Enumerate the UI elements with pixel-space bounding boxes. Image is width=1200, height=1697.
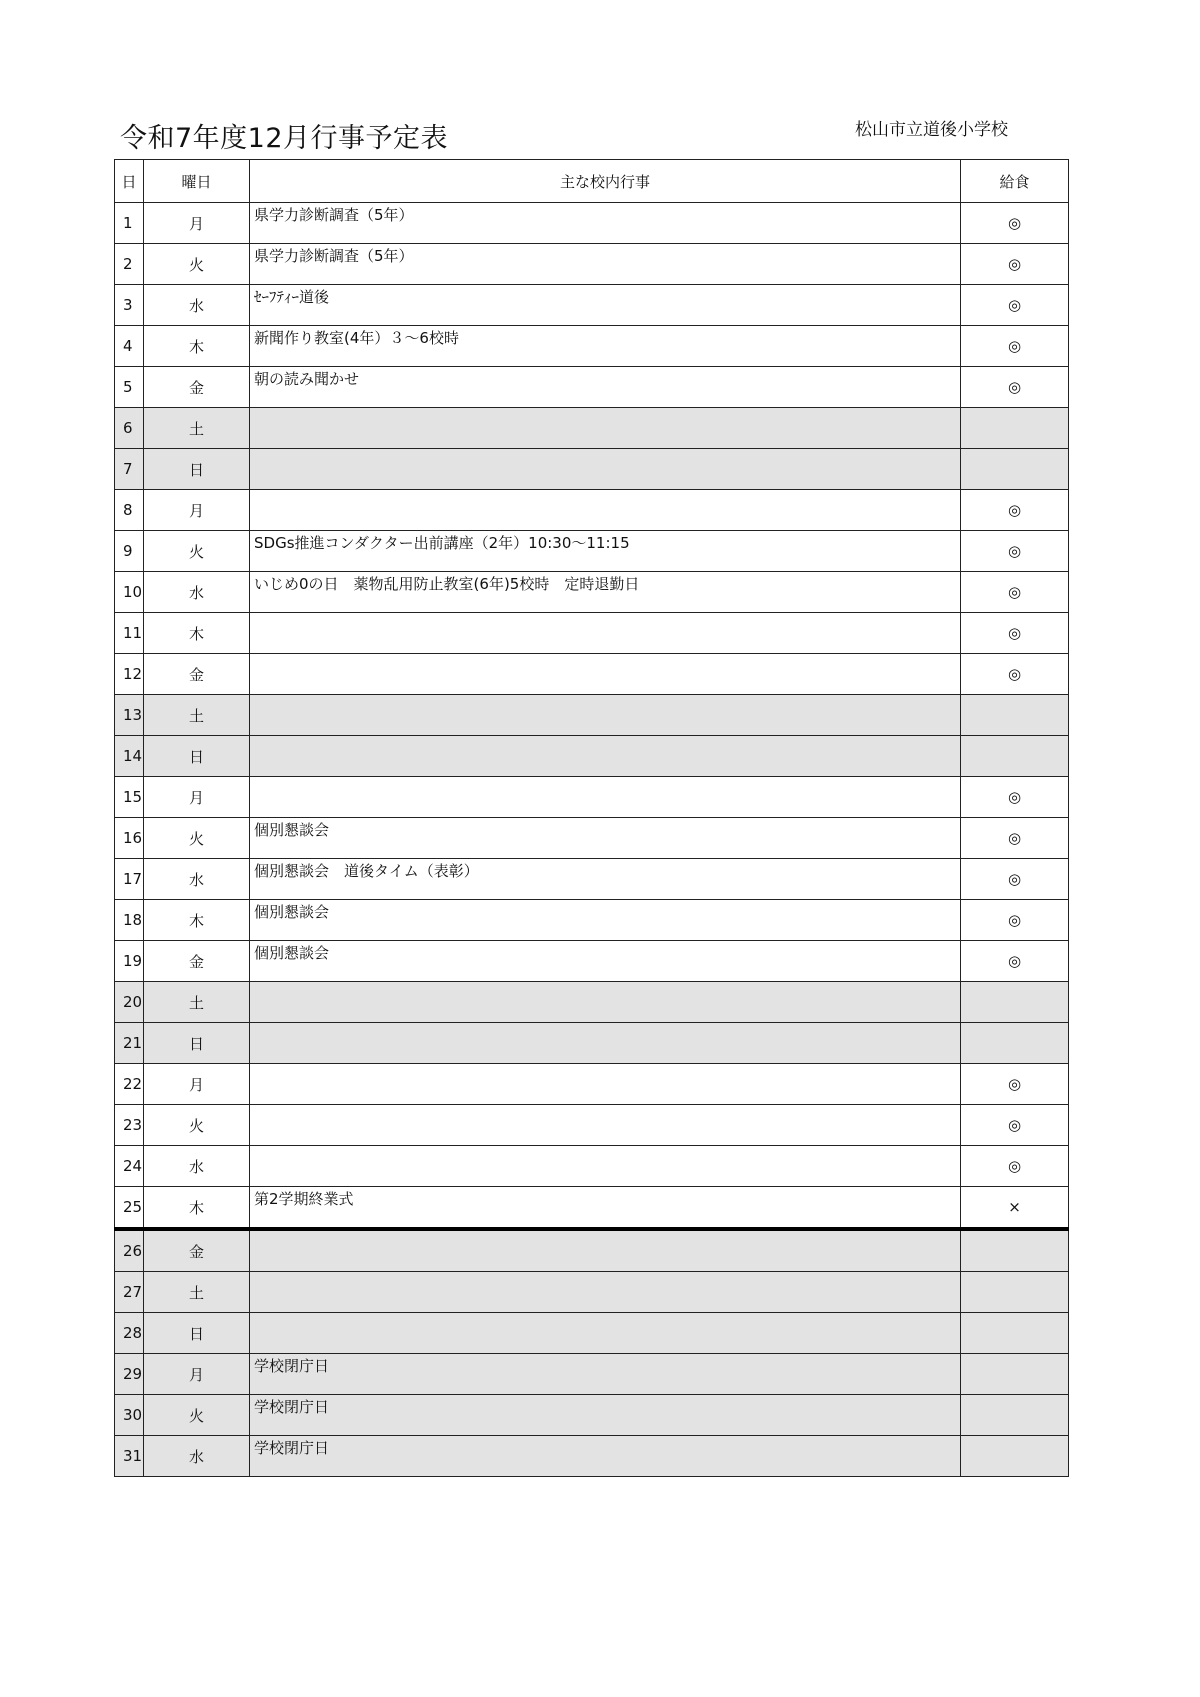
event-cell: 朝の読み聞かせ: [250, 367, 961, 408]
lunch-cell: [961, 1229, 1069, 1272]
event-cell: [250, 1272, 961, 1313]
weekday-cell: 月: [144, 777, 250, 818]
table-row: [115, 1023, 1069, 1064]
lunch-cell: ◎: [961, 203, 1069, 244]
column-header-weekday: 曜日: [144, 160, 250, 203]
event-cell: [250, 654, 961, 695]
day-cell: 24: [115, 1146, 144, 1187]
lunch-cell: ◎: [961, 1064, 1069, 1105]
table-row: [115, 531, 1069, 572]
school-name: 松山市立道後小学校: [855, 120, 1008, 140]
lunch-cell: ◎: [961, 1146, 1069, 1187]
table-row: [115, 818, 1069, 859]
lunch-cell: ◎: [961, 326, 1069, 367]
schedule-body: [115, 203, 1069, 1477]
lunch-cell: [961, 695, 1069, 736]
weekday-cell: 日: [144, 1023, 250, 1064]
table-row: [115, 982, 1069, 1023]
lunch-cell: [961, 1023, 1069, 1064]
weekday-cell: 日: [144, 736, 250, 777]
event-cell: [250, 449, 961, 490]
column-header-events: 主な校内行事: [250, 160, 961, 203]
table-row: [115, 859, 1069, 900]
table-row: [115, 1272, 1069, 1313]
event-cell: [250, 1023, 961, 1064]
weekday-cell: 金: [144, 941, 250, 982]
day-cell: 11: [115, 613, 144, 654]
weekday-cell: 日: [144, 449, 250, 490]
weekday-cell: 火: [144, 818, 250, 859]
table-row: [115, 326, 1069, 367]
table-row: [115, 941, 1069, 982]
day-cell: 28: [115, 1313, 144, 1354]
weekday-cell: 金: [144, 1229, 250, 1272]
lunch-cell: ◎: [961, 818, 1069, 859]
day-cell: 26: [115, 1229, 144, 1272]
column-header-lunch: 給食: [961, 160, 1069, 203]
day-cell: 20: [115, 982, 144, 1023]
event-cell: [250, 1105, 961, 1146]
table-row: [115, 1105, 1069, 1146]
event-cell: [250, 695, 961, 736]
day-cell: 3: [115, 285, 144, 326]
day-cell: 22: [115, 1064, 144, 1105]
table-row: [115, 695, 1069, 736]
lunch-cell: ◎: [961, 285, 1069, 326]
lunch-cell: ◎: [961, 490, 1069, 531]
event-cell: 学校閉庁日: [250, 1395, 961, 1436]
lunch-cell: ◎: [961, 859, 1069, 900]
day-cell: 25: [115, 1187, 144, 1230]
weekday-cell: 水: [144, 1146, 250, 1187]
weekday-cell: 金: [144, 367, 250, 408]
day-cell: 31: [115, 1436, 144, 1477]
lunch-cell: ×: [961, 1187, 1069, 1230]
day-cell: 19: [115, 941, 144, 982]
weekday-cell: 土: [144, 982, 250, 1023]
weekday-cell: 月: [144, 490, 250, 531]
weekday-cell: 木: [144, 613, 250, 654]
event-cell: 個別懇談会 道後タイム（表彰）: [250, 859, 961, 900]
event-cell: 第2学期終業式: [250, 1187, 961, 1230]
weekday-cell: 水: [144, 859, 250, 900]
day-cell: 14: [115, 736, 144, 777]
event-cell: いじめ0の日 薬物乱用防止教室(6年)5校時 定時退勤日: [250, 572, 961, 613]
day-cell: 29: [115, 1354, 144, 1395]
day-cell: 1: [115, 203, 144, 244]
table-row: [115, 1436, 1069, 1477]
weekday-cell: 木: [144, 326, 250, 367]
table-row: [115, 1395, 1069, 1436]
day-cell: 9: [115, 531, 144, 572]
day-cell: 4: [115, 326, 144, 367]
weekday-cell: 土: [144, 695, 250, 736]
lunch-cell: [961, 982, 1069, 1023]
lunch-cell: ◎: [961, 367, 1069, 408]
table-row: [115, 1187, 1069, 1230]
lunch-cell: ◎: [961, 900, 1069, 941]
lunch-cell: ◎: [961, 613, 1069, 654]
weekday-cell: 月: [144, 203, 250, 244]
day-cell: 17: [115, 859, 144, 900]
weekday-cell: 水: [144, 572, 250, 613]
weekday-cell: 月: [144, 1064, 250, 1105]
table-header-row: [115, 160, 1069, 203]
event-cell: [250, 736, 961, 777]
lunch-cell: ◎: [961, 941, 1069, 982]
day-cell: 12: [115, 654, 144, 695]
lunch-cell: [961, 449, 1069, 490]
table-row: [115, 1064, 1069, 1105]
event-cell: [250, 490, 961, 531]
event-cell: [250, 408, 961, 449]
table-row: [115, 613, 1069, 654]
event-cell: 県学力診断調査（5年）: [250, 203, 961, 244]
event-cell: [250, 1146, 961, 1187]
table-row: [115, 1229, 1069, 1272]
lunch-cell: ◎: [961, 654, 1069, 695]
event-cell: 個別懇談会: [250, 818, 961, 859]
day-cell: 2: [115, 244, 144, 285]
event-cell: 新聞作り教室(4年）３～6校時: [250, 326, 961, 367]
event-cell: [250, 1064, 961, 1105]
weekday-cell: 月: [144, 1354, 250, 1395]
day-cell: 13: [115, 695, 144, 736]
table-row: [115, 285, 1069, 326]
weekday-cell: 火: [144, 244, 250, 285]
table-row: [115, 1313, 1069, 1354]
page-title: 令和7年度12月行事予定表: [120, 123, 449, 154]
table-row: [115, 900, 1069, 941]
day-cell: 16: [115, 818, 144, 859]
lunch-cell: ◎: [961, 244, 1069, 285]
table-row: [115, 244, 1069, 285]
event-cell: [250, 777, 961, 818]
lunch-cell: ◎: [961, 531, 1069, 572]
event-cell: [250, 1229, 961, 1272]
lunch-cell: [961, 1272, 1069, 1313]
event-cell: [250, 1313, 961, 1354]
day-cell: 7: [115, 449, 144, 490]
weekday-cell: 火: [144, 1395, 250, 1436]
day-cell: 27: [115, 1272, 144, 1313]
lunch-cell: [961, 1436, 1069, 1477]
schedule-table: [114, 159, 1069, 1477]
day-cell: 15: [115, 777, 144, 818]
lunch-cell: [961, 1313, 1069, 1354]
lunch-cell: [961, 1354, 1069, 1395]
weekday-cell: 日: [144, 1313, 250, 1354]
event-cell: 個別懇談会: [250, 900, 961, 941]
weekday-cell: 木: [144, 1187, 250, 1230]
day-cell: 6: [115, 408, 144, 449]
lunch-cell: ◎: [961, 777, 1069, 818]
table-row: [115, 654, 1069, 695]
day-cell: 5: [115, 367, 144, 408]
day-cell: 30: [115, 1395, 144, 1436]
table-row: [115, 449, 1069, 490]
day-cell: 23: [115, 1105, 144, 1146]
event-cell: 個別懇談会: [250, 941, 961, 982]
table-row: [115, 408, 1069, 449]
event-cell: ｾｰﾌﾃｨｰ道後: [250, 285, 961, 326]
weekday-cell: 火: [144, 1105, 250, 1146]
event-cell: 県学力診断調査（5年）: [250, 244, 961, 285]
day-cell: 8: [115, 490, 144, 531]
weekday-cell: 水: [144, 285, 250, 326]
lunch-cell: ◎: [961, 572, 1069, 613]
weekday-cell: 木: [144, 900, 250, 941]
lunch-cell: [961, 408, 1069, 449]
table-row: [115, 490, 1069, 531]
table-row: [115, 1146, 1069, 1187]
weekday-cell: 土: [144, 1272, 250, 1313]
event-cell: [250, 982, 961, 1023]
day-cell: 21: [115, 1023, 144, 1064]
event-cell: [250, 613, 961, 654]
event-cell: SDGs推進コンダクター出前講座（2年）10:30～11:15: [250, 531, 961, 572]
day-cell: 10: [115, 572, 144, 613]
table-row: [115, 367, 1069, 408]
weekday-cell: 金: [144, 654, 250, 695]
event-cell: 学校閉庁日: [250, 1354, 961, 1395]
day-cell: 18: [115, 900, 144, 941]
table-row: [115, 777, 1069, 818]
table-row: [115, 572, 1069, 613]
event-cell: 学校閉庁日: [250, 1436, 961, 1477]
table-row: [115, 736, 1069, 777]
lunch-cell: [961, 1395, 1069, 1436]
table-row: [115, 1354, 1069, 1395]
weekday-cell: 水: [144, 1436, 250, 1477]
weekday-cell: 土: [144, 408, 250, 449]
lunch-cell: [961, 736, 1069, 777]
weekday-cell: 火: [144, 531, 250, 572]
lunch-cell: ◎: [961, 1105, 1069, 1146]
table-row: [115, 203, 1069, 244]
column-header-day: 日: [115, 160, 144, 203]
